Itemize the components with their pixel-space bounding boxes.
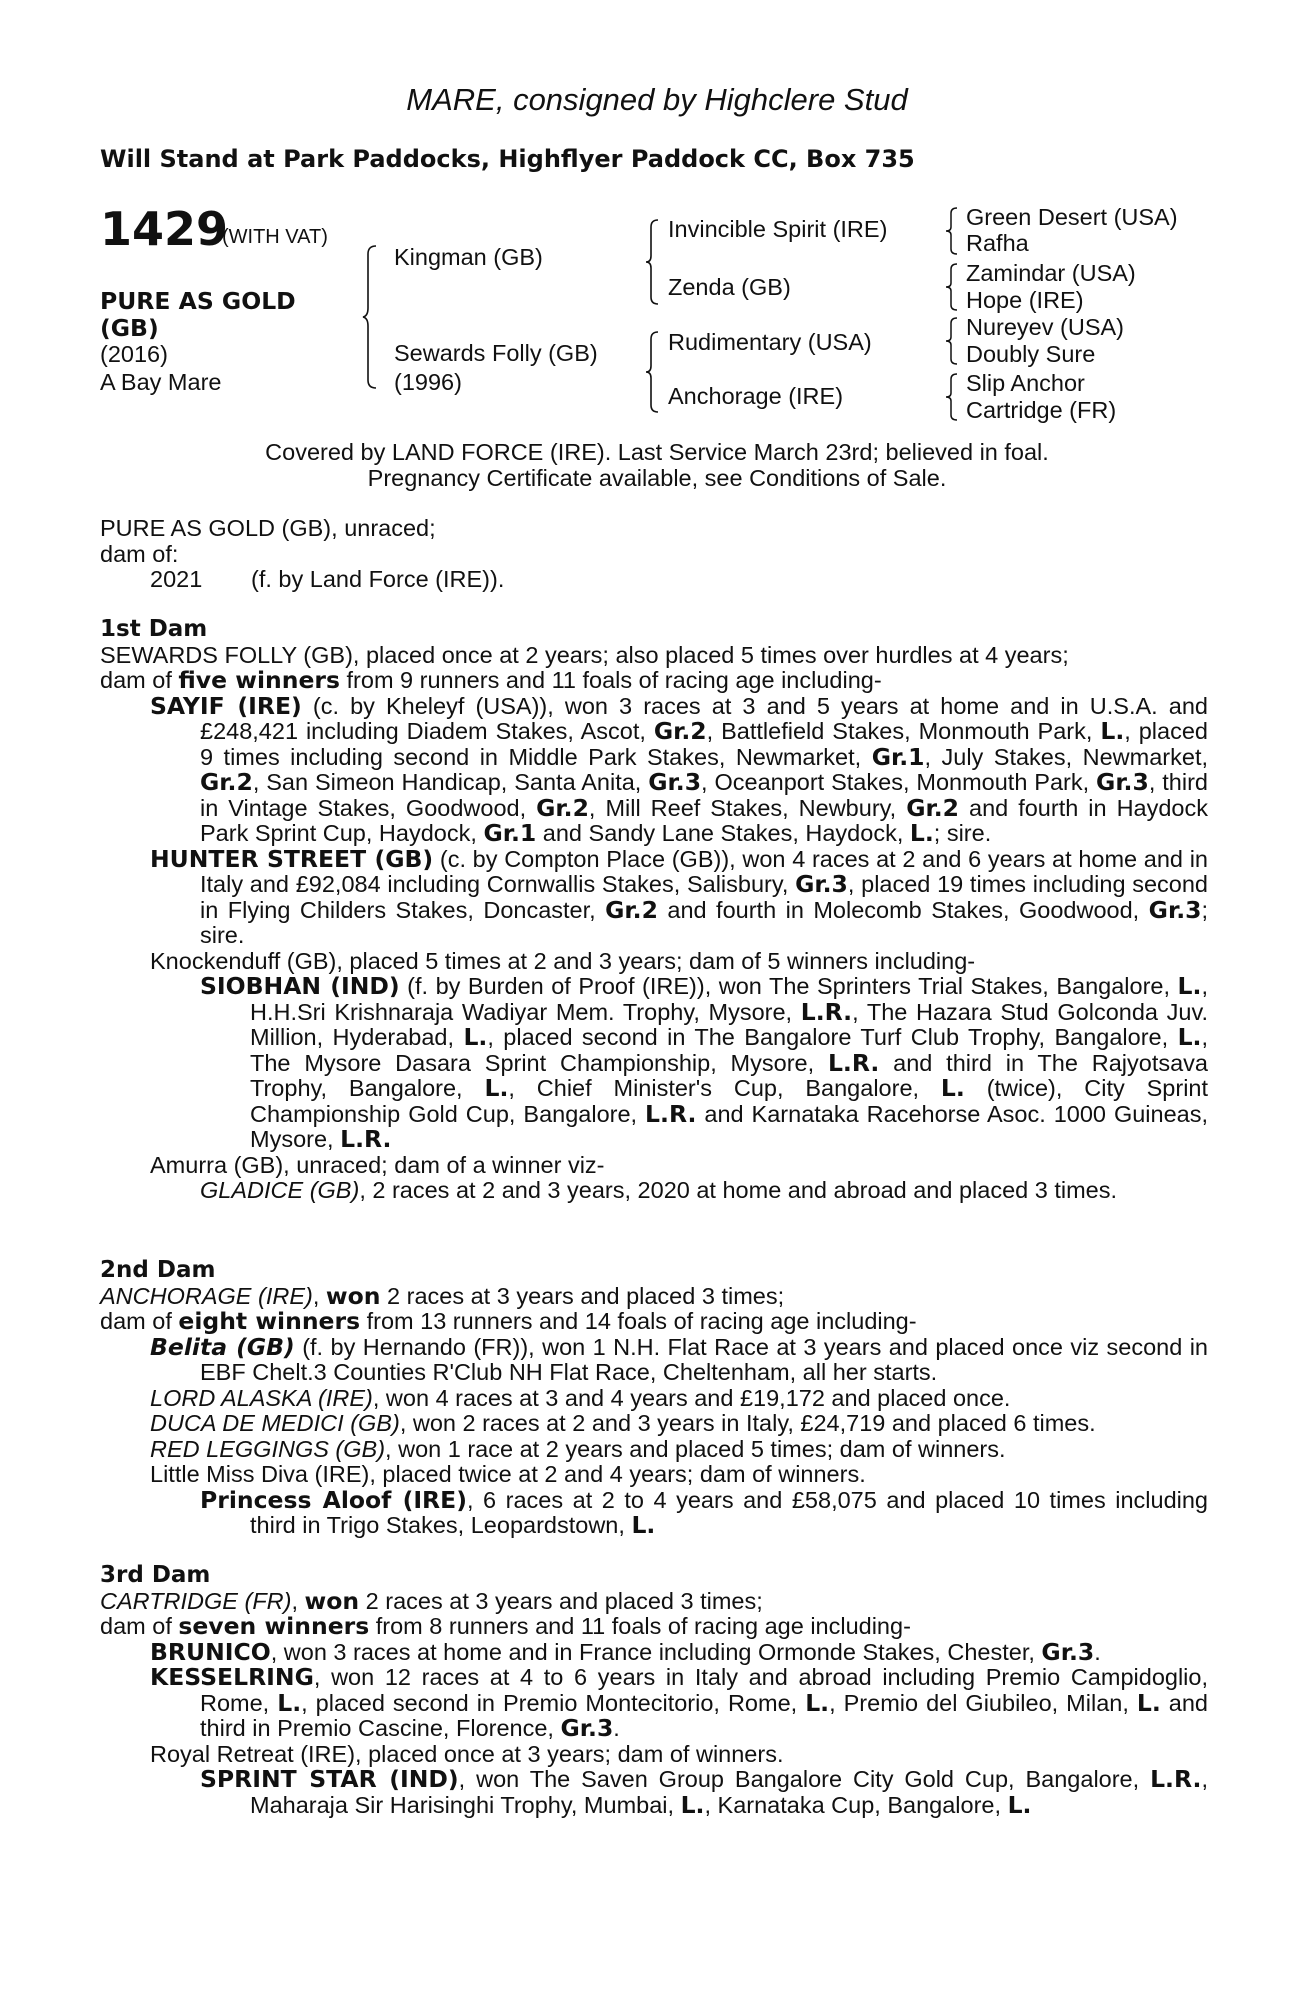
pedigree-dam-sire: Rudimentary (USA) xyxy=(668,329,872,355)
produce-line1: PURE AS GOLD (GB), unraced; xyxy=(100,515,436,541)
pedigree-brace-g3-3 xyxy=(944,316,960,366)
produce-line2: dam of: xyxy=(100,541,179,567)
produce-princess-aloof: Princess Aloof (IRE), 6 races at 2 to 4 years and £58,075 and placed 10 times including third in Trigo Stakes, Leopardstown, L. xyxy=(200,1485,1208,1539)
second-dam-summary: dam of eight winners from 13 runners and 14 foals of racing age including- xyxy=(100,1307,917,1335)
produce-knockenduff: Knockenduff (GB), placed 5 times at 2 and 3 years; dam of 5 winners including- xyxy=(150,947,976,974)
produce-amurra: Amurra (GB), unraced; dam of a winner viz- xyxy=(150,1151,605,1178)
second-dam-heading: 2nd Dam xyxy=(100,1257,216,1283)
pedigree-sire-sire: Invincible Spirit (IRE) xyxy=(668,216,888,242)
horse-name-line2: (GB) xyxy=(100,314,159,342)
pedigree-brace-g3-4 xyxy=(944,372,960,422)
produce-lord-alaska: LORD ALASKA (IRE), won 4 races at 3 and 4 years and £19,172 and placed once. xyxy=(150,1384,1011,1411)
produce-hunter-street: HUNTER STREET (GB) (c. by Compton Place (GB)), won 4 races at 2 and 6 years at home and in Italy and £92,084 including Cornwallis Stakes, Salisbury, Gr.3, placed 19 times including second in Flying Childers Stakes, Doncaster, Gr.2 and fourth in Molecomb Stakes, Goodwood, Gr.3; sire. xyxy=(150,844,1209,948)
first-dam-intro: SEWARDS FOLLY (GB), placed once at 2 years; also placed 5 times over hurdles at 4 years; xyxy=(100,641,1069,668)
produce-gladice: GLADICE (GB), 2 races at 2 and 3 years, 2020 at home and abroad and placed 3 times. xyxy=(200,1177,1118,1203)
covering-line1: Covered by LAND FORCE (IRE). Last Service March 23rd; believed in foal. xyxy=(265,439,1049,465)
pedigree-g3-1: Green Desert (USA) xyxy=(966,204,1178,230)
pedigree-g3-8: Cartridge (FR) xyxy=(966,397,1117,423)
produce-year: 2021 xyxy=(150,566,203,592)
third-dam-heading: 3rd Dam xyxy=(100,1562,211,1588)
produce-belita: Belita (GB) (f. by Hernando (FR)), won 1 N.H. Flat Race at 3 years and placed once viz second in EBF Chelt.3 Counties R'Club NH Flat Race, Cheltenham, all her starts. xyxy=(150,1332,1208,1385)
pedigree-g3-6: Doubly Sure xyxy=(966,341,1096,367)
pedigree-brace-dam xyxy=(644,330,664,414)
produce-sprint-star: SPRINT STAR (IND), won The Saven Group Bangalore City Gold Cup, Bangalore, L.R., Maharaja Sir Harisinghi Trophy, Mumbai, L., Karnataka Cup, Bangalore, L. xyxy=(200,1765,1208,1819)
stand-location: Will Stand at Park Paddocks, Highflyer Paddock CC, Box 735 xyxy=(100,145,915,173)
pedigree-brace-g3-2 xyxy=(944,262,960,312)
produce-duca-de-medici: DUCA DE MEDICI (GB), won 2 races at 2 and 3 years in Italy, £24,719 and placed 6 times. xyxy=(150,1410,1096,1436)
third-dam-summary: dam of seven winners from 8 runners and 11 foals of racing age including- xyxy=(100,1612,911,1640)
pedigree-g3-5: Nureyev (USA) xyxy=(966,314,1125,340)
pedigree-g3-3: Zamindar (USA) xyxy=(966,260,1136,286)
pedigree-brace-main xyxy=(362,244,384,390)
produce-brunico: BRUNICO, won 3 races at home and in France including Ormonde Stakes, Chester, Gr.3. xyxy=(150,1637,1101,1666)
produce-siobhan: SIOBHAN (IND) (f. by Burden of Proof (IRE)), won The Sprinters Trial Stakes, Bangalore, L., H.H.Sri Krishnaraja Wadiyar Mem. Trophy, Mysore, L.R., The Hazara Stud Golconda Juv. Million, Hyderabad, L., placed second in The Bangalore Turf Club Trophy, Bangalore, L., The Mysore Dasara Sprint Championship, Mysore, L.R. and third in The Rajyotsava Trophy, Bangalore, L., Chief Minister's Cup, Bangalore, L. (twice), City Sprint Championship Gold Cup, Bangalore, L.R. and Karnataka Racehorse Asoc. 1000 Guineas, Mysore, L.R. xyxy=(200,972,1209,1153)
covering-line2: Pregnancy Certificate available, see Conditions of Sale. xyxy=(367,465,947,491)
horse-name xyxy=(100,288,296,342)
pedigree-sire: Kingman (GB) xyxy=(394,244,543,270)
third-dam-intro: CARTRIDGE (FR), won 2 races at 3 years and placed 3 times; xyxy=(100,1586,763,1615)
first-dam-section xyxy=(100,617,1208,1204)
foaling-year: (2016) xyxy=(100,341,168,367)
produce-red-leggings: RED LEGGINGS (GB), won 1 race at 2 years and placed 5 times; dam of winners. xyxy=(150,1435,1006,1462)
pedigree-sire-dam: Zenda (GB) xyxy=(668,274,791,300)
first-dam-summary: dam of five winners from 9 runners and 11 foals of racing age including- xyxy=(100,666,882,694)
third-dam-section xyxy=(100,1563,1208,1818)
second-dam-intro: ANCHORAGE (IRE), won 2 races at 3 years and placed 3 times; xyxy=(100,1281,785,1310)
pedigree-g3-2: Rafha xyxy=(966,230,1029,256)
produce-foal: (f. by Land Force (IRE)). xyxy=(251,566,505,592)
produce-royal-retreat: Royal Retreat (IRE), placed once at 3 years; dam of winners. xyxy=(150,1740,784,1767)
produce-kesselring: KESSELRING, won 12 races at 4 to 6 years in Italy and abroad including Premio Campidoglio, Rome, L., placed second in Premio Montecitorio, Rome, L., Premio del Giubileo, Milan, L. and third in Premio Cascine, Florence, Gr.3. xyxy=(150,1663,1208,1742)
pedigree-brace-sire xyxy=(644,218,664,306)
produce-sayif: SAYIF (IRE) (c. by Kheleyf (USA)), won 3 races at 3 and 5 years at home and in U.S.A. and £248,421 including Diadem Stakes, Ascot, Gr.2, Battlefield Stakes, Monmouth Park, L., placed 9 times including second in Middle Park Stakes, Newmarket, Gr.1, July Stakes, Newmarket, Gr.2, San Simeon Handicap, Santa Anita, Gr.3, Oceanport Stakes, Monmouth Park, Gr.3, third in Vintage Stakes, Goodwood, Gr.2, Mill Reef Stakes, Newbury, Gr.2 and fourth in Haydock Park Sprint Cup, Haydock, Gr.1 and Sandy Lane Stakes, Haydock, L.; sire. xyxy=(150,691,1209,847)
pedigree-brace-g3-1 xyxy=(944,206,960,256)
page-title: MARE, consigned by Highclere Stud xyxy=(406,82,908,117)
pedigree-g3-7: Slip Anchor xyxy=(966,370,1085,396)
vat-note: (WITH VAT) xyxy=(222,226,328,248)
horse-description: A Bay Mare xyxy=(100,369,222,395)
horse-name-line1: PURE AS GOLD xyxy=(100,287,296,315)
lot-number: 1429 xyxy=(100,202,229,256)
pedigree-dam-year: (1996) xyxy=(394,369,462,395)
second-dam-section xyxy=(100,1258,1208,1539)
pedigree-dam: Sewards Folly (GB) xyxy=(394,340,598,366)
pedigree-dam-dam: Anchorage (IRE) xyxy=(668,383,844,409)
produce-little-miss-diva: Little Miss Diva (IRE), placed twice at 2 and 4 years; dam of winners. xyxy=(150,1461,866,1487)
first-dam-heading: 1st Dam xyxy=(100,616,208,642)
pedigree-g3-4: Hope (IRE) xyxy=(966,287,1084,313)
